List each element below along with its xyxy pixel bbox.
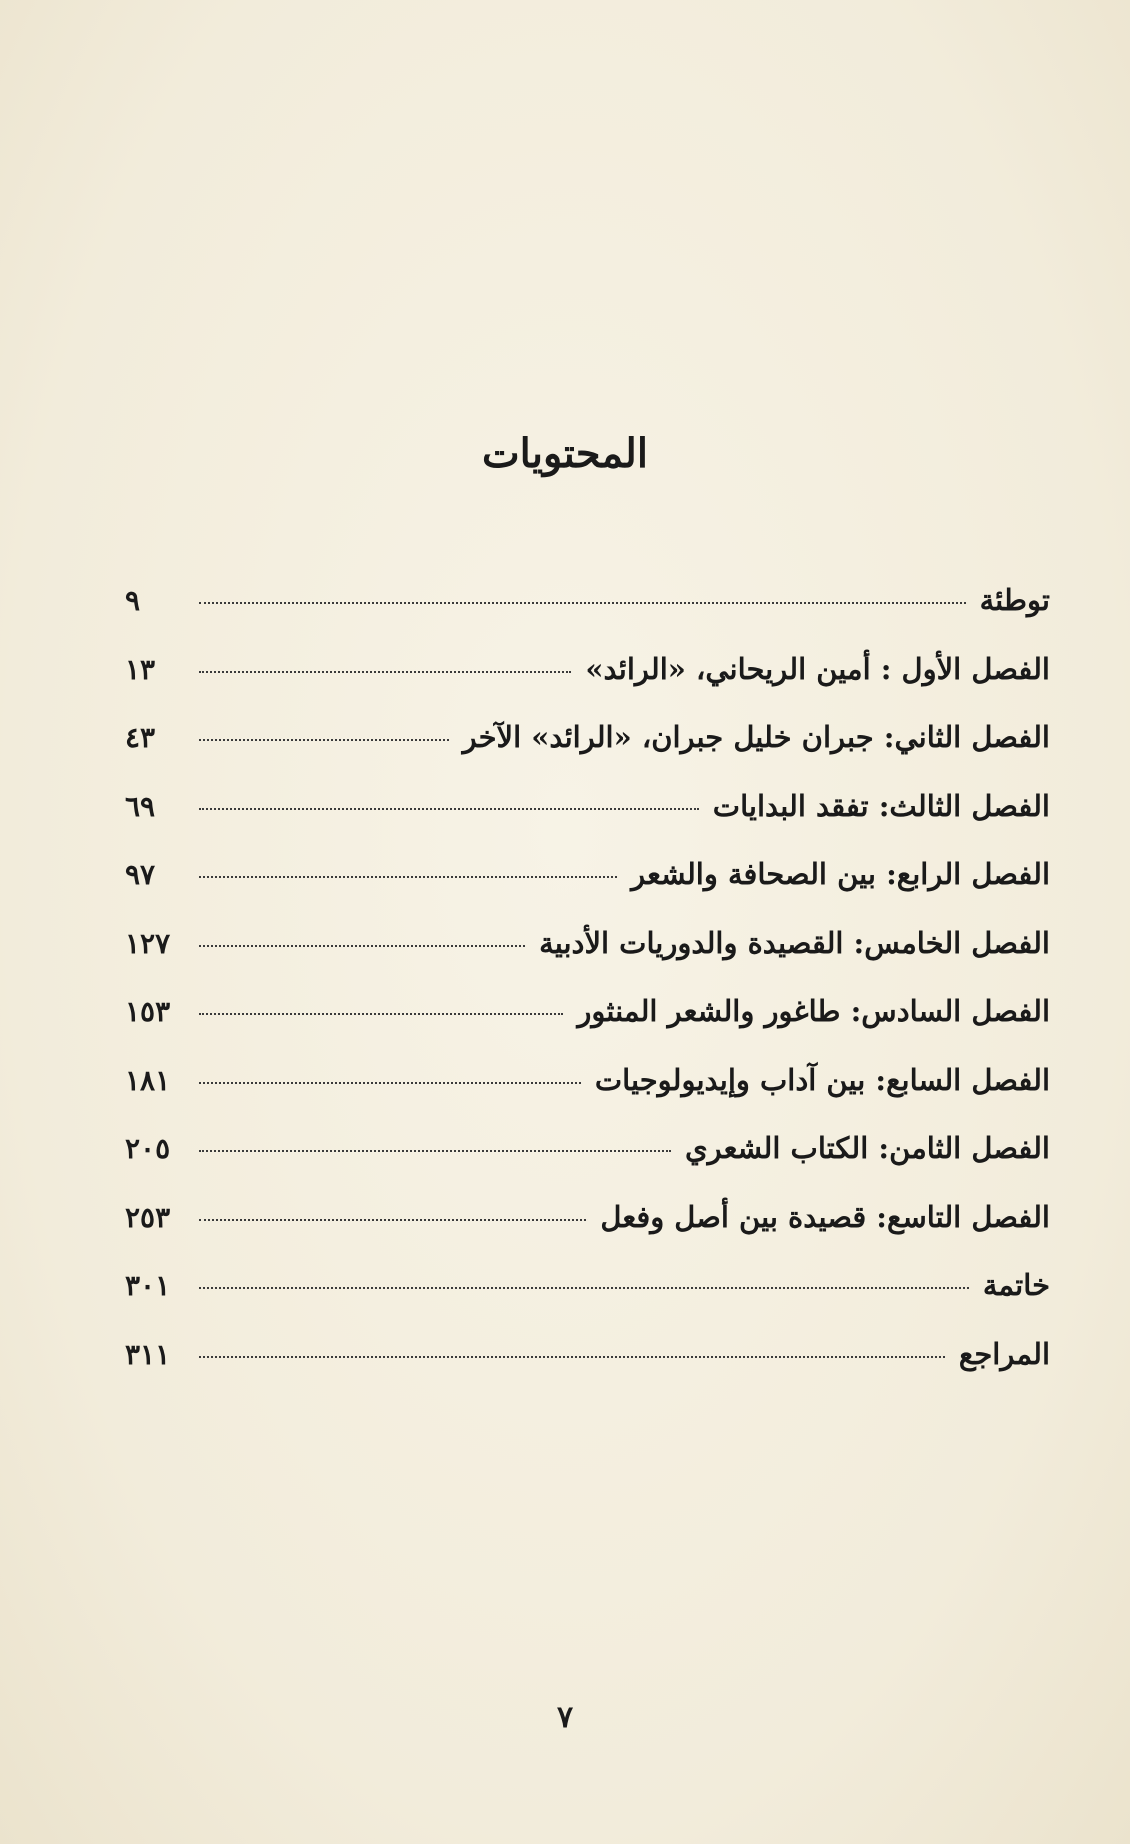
dot-leader bbox=[199, 1219, 586, 1221]
toc-entry-chapter-2 bbox=[125, 720, 1050, 789]
dot-leader bbox=[199, 808, 699, 810]
table-of-contents bbox=[125, 583, 1050, 1405]
toc-entry-page-number: ٤٣ bbox=[125, 721, 156, 754]
dot-leader bbox=[199, 1356, 945, 1358]
toc-entry-page-number: ١٥٣ bbox=[125, 995, 171, 1028]
toc-entry-chapter-4 bbox=[125, 857, 1050, 926]
dot-leader bbox=[199, 1150, 671, 1152]
dot-leader bbox=[199, 1287, 969, 1289]
toc-entry-chapter-1 bbox=[125, 652, 1050, 721]
toc-entry-label: توطئة bbox=[979, 583, 1050, 617]
toc-entry-label: الفصل السابع: بين آداب وإيديولوجيات bbox=[594, 1062, 1050, 1097]
dot-leader bbox=[199, 602, 966, 604]
toc-entry-label: المراجع bbox=[958, 1336, 1050, 1371]
toc-entry-chapter-9 bbox=[125, 1200, 1050, 1269]
toc-entry-chapter-8 bbox=[125, 1131, 1050, 1200]
dot-leader bbox=[199, 1013, 563, 1015]
toc-entry-label: الفصل الثاني: جبران خليل جبران، «الرائد» الآخر bbox=[462, 720, 1050, 754]
page-number: ٧ bbox=[556, 1700, 574, 1735]
toc-entry-label: الفصل الرابع: بين الصحافة والشعر bbox=[631, 857, 1050, 891]
toc-entry-page-number: ٩٧ bbox=[125, 858, 156, 891]
toc-entry-page-number: ٣٠١ bbox=[125, 1269, 171, 1302]
toc-entry-label: الفصل السادس: طاغور والشعر المنثور bbox=[577, 994, 1050, 1028]
dot-leader bbox=[199, 876, 617, 878]
toc-entry-page-number: ١٣ bbox=[125, 652, 156, 686]
toc-entry-page-number: ١٢٧ bbox=[125, 926, 171, 960]
toc-entry-label: الفصل الثالث: تفقد البدايات bbox=[712, 788, 1050, 823]
page-title: المحتويات bbox=[482, 430, 648, 477]
toc-entry-page-number: ٢٠٥ bbox=[125, 1132, 171, 1165]
toc-entry-label: الفصل التاسع: قصيدة بين أصل وفعل bbox=[600, 1199, 1050, 1234]
toc-entry-chapter-3 bbox=[125, 789, 1050, 858]
dot-leader bbox=[199, 671, 571, 673]
toc-entry-page-number: ٩ bbox=[125, 584, 141, 617]
toc-entry-references bbox=[125, 1337, 1050, 1406]
toc-entry-label: الفصل الثامن: الكتاب الشعري bbox=[684, 1131, 1050, 1165]
toc-entry-label: الفصل الأول : أمين الريحاني، «الرائد» bbox=[585, 651, 1050, 686]
toc-entry-page-number: ٦٩ bbox=[125, 789, 156, 823]
toc-entry-page-number: ١٨١ bbox=[125, 1063, 171, 1097]
toc-entry-label: خاتمة bbox=[982, 1268, 1050, 1302]
toc-entry-chapter-7 bbox=[125, 1063, 1050, 1132]
toc-entry-conclusion bbox=[125, 1268, 1050, 1337]
toc-entry-chapter-6 bbox=[125, 994, 1050, 1063]
toc-entry-label: الفصل الخامس: القصيدة والدوريات الأدبية bbox=[539, 925, 1050, 960]
dot-leader bbox=[199, 739, 449, 741]
toc-entry-page-number: ٣١١ bbox=[125, 1337, 171, 1371]
toc-entry-chapter-5 bbox=[125, 926, 1050, 995]
dot-leader bbox=[199, 945, 525, 947]
toc-entry-introduction bbox=[125, 583, 1050, 652]
toc-entry-page-number: ٢٥٣ bbox=[125, 1200, 171, 1234]
dot-leader bbox=[199, 1082, 581, 1084]
